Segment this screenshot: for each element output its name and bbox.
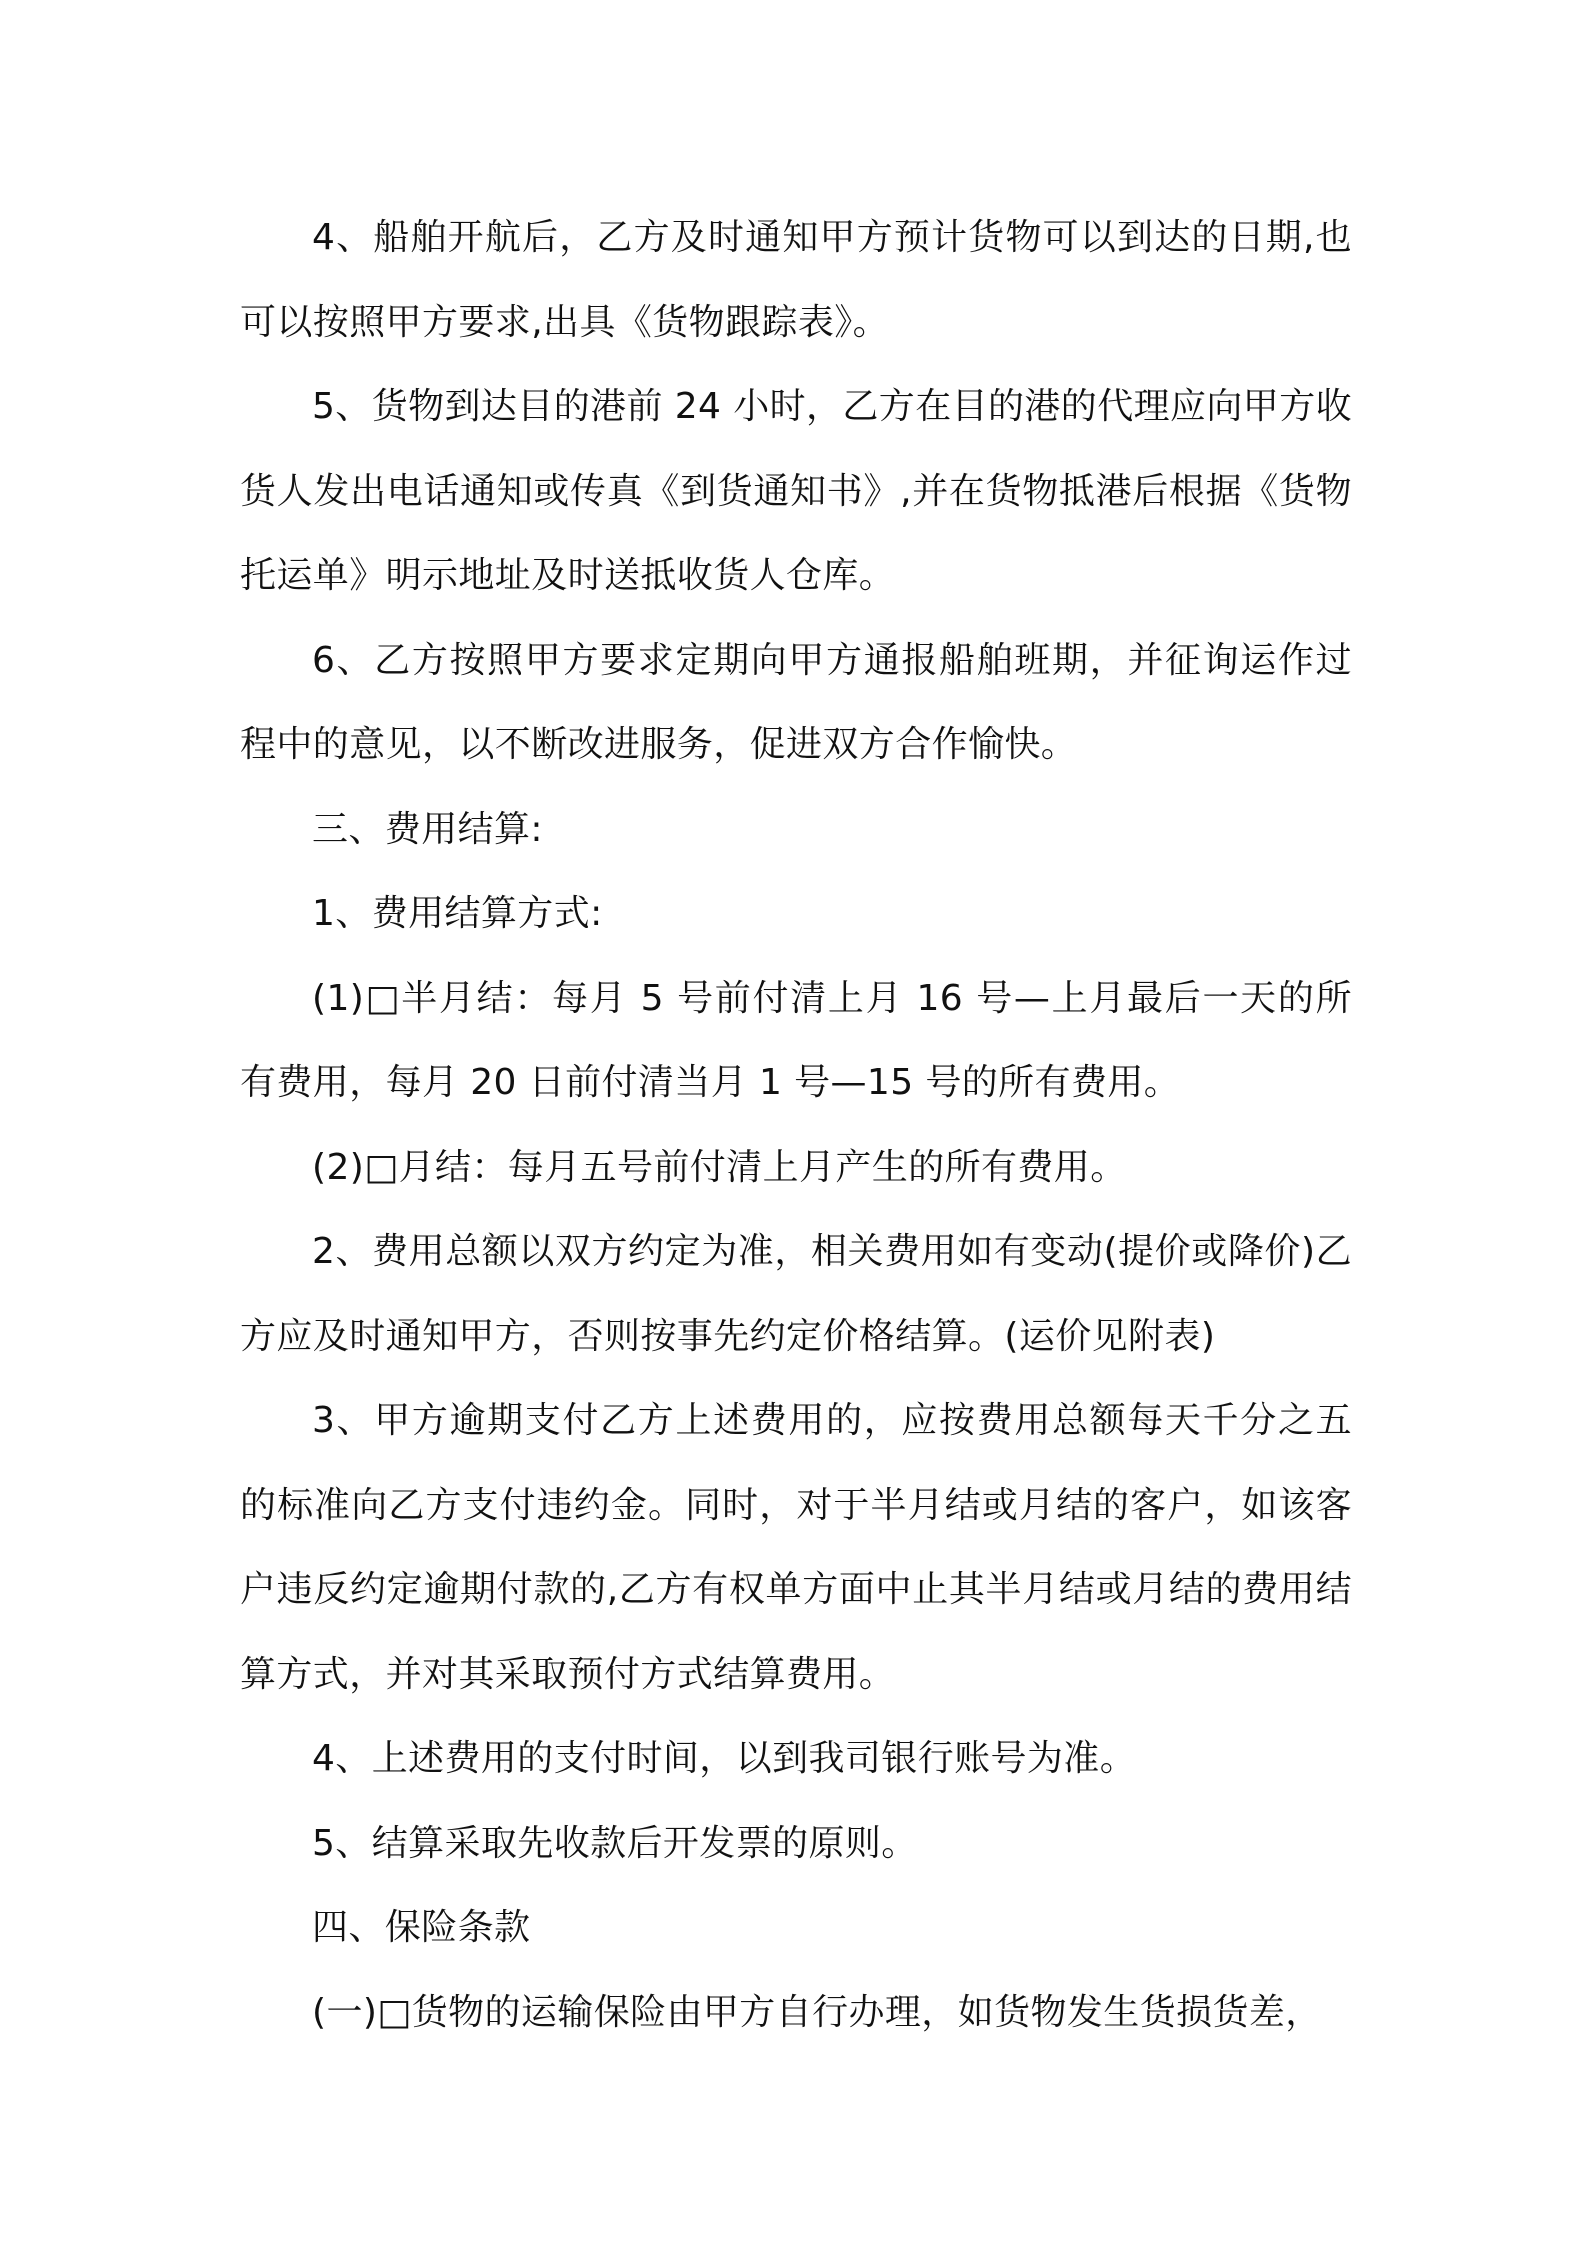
section-heading-fee-settlement: 三、费用结算: [312,808,543,850]
paragraph-clause-4-tracking: 4、船舶开航后，乙方及时通知甲方预计货物可以到达的日期,也可以按照甲方要求,出具《货物跟踪表》。 [240,217,1352,343]
paragraph-fee-total: 2、费用总额以双方约定为准，相关费用如有变动(提价或降价)乙方应及时通知甲方，否则按事先约定价格结算。(运价见附表) [240,1231,1352,1357]
paragraph-clause-6-schedule: 6、乙方按照甲方要求定期向甲方通报船舶班期，并征询运作过程中的意见，以不断改进服务，促进双方合作愉快。 [240,639,1352,765]
paragraph-invoice-principle: 5、结算采取先收款后开发票的原则。 [312,1822,918,1864]
section-heading-insurance: 四、保险条款 [312,1907,531,1948]
paragraph-half-month-settlement: (1)□半月结：每月 5 号前付清上月 16 号—上月最后一天的所有费用，每月 20 日前付清当月 1 号—15 号的所有费用。 [240,977,1352,1103]
document-page [240,196,1352,2055]
paragraph-settlement-method: 1、费用结算方式: [312,893,603,934]
paragraph-monthly-settlement: (2)□月结：每月五号前付清上月产生的所有费用。 [312,1146,1127,1188]
paragraph-clause-5-arrival-notice: 5、货物到达目的港前 24 小时，乙方在目的港的代理应向甲方收货人发出电话通知或传真《到货通知书》,并在货物抵港后根据《货物托运单》明示地址及时送抵收货人仓库。 [240,386,1352,596]
paragraph-late-payment: 3、甲方逾期支付乙方上述费用的，应按费用总额每天千分之五的标准向乙方支付违约金。同时，对于半月结或月结的客户，如该客户违反约定逾期付款的,乙方有权单方面中止其半月结或月结的费用结算方式，并对其采取预付方式结算费用。 [240,1400,1352,1695]
paragraph-payment-time: 4、上述费用的支付时间，以到我司银行账号为准。 [312,1738,1137,1779]
paragraph-insurance-clause-1: (一)□货物的运输保险由甲方自行办理，如货物发生货损货差， [312,1991,1322,2033]
